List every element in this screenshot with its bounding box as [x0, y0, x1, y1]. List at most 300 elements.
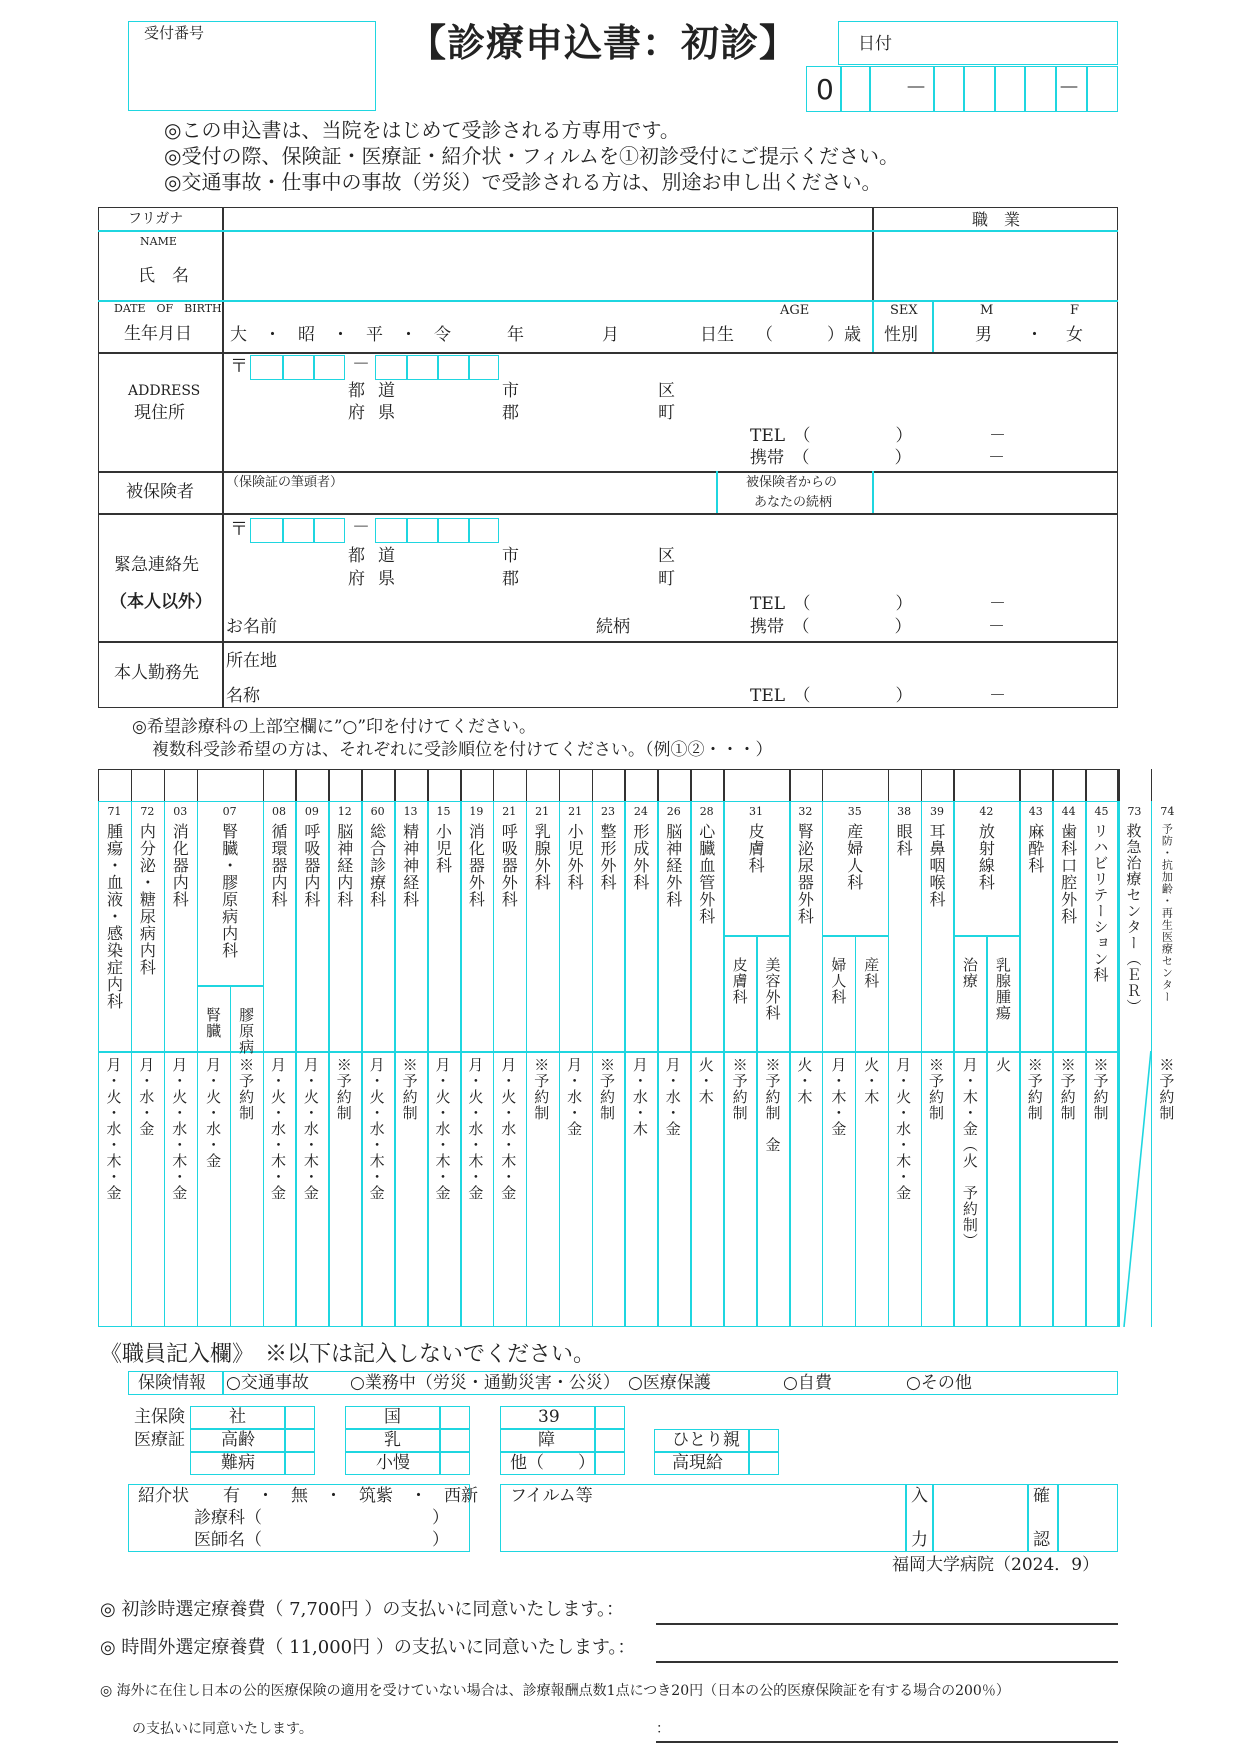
dept-check-divider	[789, 769, 791, 801]
dept-sub-name: 治療	[960, 957, 979, 989]
referral-line[interactable]: 紹介状 有 ・ 無 ・ 筑紫 ・ 西新	[138, 1486, 478, 1506]
option-other[interactable]: ○その他	[906, 1373, 972, 1393]
dept-check-divider	[921, 769, 923, 801]
referral-dept: 診療科（ ）	[194, 1508, 449, 1528]
dept-name: 呼吸器内科	[301, 823, 321, 908]
dept-sub-name: 膠原病	[237, 1007, 256, 1055]
dept-code: 09	[304, 805, 319, 818]
dept-code: 44	[1061, 805, 1076, 818]
dept-days: ※予約制	[334, 1057, 353, 1121]
male-en-label: M	[980, 303, 994, 318]
emergency-postal-first[interactable]	[250, 518, 345, 543]
dept-days: ※予約制	[1025, 1057, 1044, 1121]
workplace-location-label: 所在地	[226, 651, 277, 671]
notice-1: ◎この申込書は、当院をはじめて受診される方専用です。	[164, 118, 680, 142]
dept-divider	[592, 801, 594, 1327]
dept-code: 28	[699, 805, 714, 818]
dept-check-divider	[1151, 769, 1153, 801]
dept-checkbox-16[interactable]	[657, 769, 690, 801]
dept-name: 皮膚科	[746, 823, 766, 874]
dept-sub-name: 婦人科	[829, 957, 848, 1005]
confirm-label-2: 認	[1033, 1530, 1050, 1550]
dept-name: 消化器内科	[170, 823, 190, 908]
day-born-label: 日生	[700, 325, 734, 345]
dept-name: 麻酔科	[1025, 823, 1045, 874]
dept-code: 26	[666, 805, 681, 818]
name-field[interactable]	[224, 232, 870, 298]
dept-code: 35	[847, 805, 862, 818]
dept-divider	[559, 801, 561, 1327]
dept-checkbox-3[interactable]	[197, 769, 263, 801]
dept-check-divider	[723, 769, 725, 801]
dept-checkbox-18[interactable]	[723, 769, 789, 801]
dept-name: 耳鼻咽喉科	[927, 823, 947, 908]
workplace-label: 本人勤務先	[114, 663, 199, 683]
dept-days: 火・木	[696, 1057, 715, 1105]
dept-checkbox-24[interactable]	[1019, 769, 1052, 801]
dept-code: 08	[271, 805, 286, 818]
dept-check-divider	[1019, 769, 1021, 801]
dept-divider	[657, 801, 659, 1327]
dept-divider	[394, 801, 396, 1327]
dept-name: リハビリテーション科	[1091, 823, 1110, 983]
dept-divider	[624, 801, 626, 1327]
dept-days: ※予約制	[1157, 1057, 1176, 1121]
dept-days: ※予約制	[400, 1057, 419, 1121]
emergency-cho: 町	[658, 569, 675, 589]
date-dash-1: －	[905, 76, 928, 101]
dept-code: 07	[222, 805, 237, 818]
dept-code: 45	[1094, 805, 1109, 818]
dept-checkbox-5[interactable]	[295, 769, 328, 801]
dept-check-divider	[559, 769, 561, 801]
grid3-shou: 障	[538, 1430, 555, 1450]
dept-name: 救急治療センター（ＥＲ）	[1124, 823, 1143, 1015]
address-ken: 県	[378, 403, 395, 423]
dept-checkbox-12[interactable]	[526, 769, 559, 801]
notice-2: ◎受付の際、保険証・医療証・紹介状・フィルムを①初診受付にご提示ください。	[164, 144, 900, 168]
dept-sub-name: 産科	[862, 957, 881, 989]
insured-relation-field[interactable]	[874, 473, 1116, 511]
address-fu: 府	[348, 403, 365, 423]
address-to: 都	[348, 381, 365, 401]
input-label-1: 入	[911, 1486, 928, 1506]
dept-code: 03	[173, 805, 188, 818]
insured-relation-1: 被保険者からの	[746, 475, 838, 490]
dept-checkbox-10[interactable]	[460, 769, 493, 801]
sex-en-label: SEX	[890, 303, 918, 318]
emergency-name-label: お名前	[226, 617, 277, 637]
grid4-hitorioya: ひとり親	[672, 1430, 740, 1450]
dept-checkbox-1[interactable]	[131, 769, 164, 801]
dept-check-divider	[361, 769, 363, 801]
dept-divider	[164, 801, 166, 1327]
dept-code: 12	[337, 805, 352, 818]
dept-check-divider	[1118, 769, 1120, 801]
grid2-kokuho: 国	[384, 1407, 401, 1427]
dept-name: 消化器外科	[466, 823, 486, 908]
dept-days: 月・水・金	[137, 1057, 156, 1137]
grid1-nanbyou: 難病	[221, 1453, 255, 1473]
emergency-ken: 県	[378, 569, 395, 589]
dept-sub-days: 月・火・水・金	[204, 1057, 223, 1169]
page-title: 【診療申込書：初診】	[408, 20, 799, 65]
dept-sub-days: 火・木	[862, 1057, 881, 1105]
dept-sub-days: 月・木・金（火 予約制）	[960, 1057, 979, 1249]
dept-days: ※予約制	[598, 1057, 616, 1121]
dept-days: ※予約制	[927, 1057, 946, 1121]
postal-dash: －	[352, 354, 370, 375]
sex-dot: ・	[1026, 325, 1043, 345]
dept-checkbox-15[interactable]	[624, 769, 657, 801]
dept-checkbox-28[interactable]	[1151, 769, 1184, 801]
address-ku: 区	[658, 381, 675, 401]
dept-checkbox-19[interactable]	[789, 769, 822, 801]
dept-code: 24	[633, 805, 648, 818]
dept-days: 月・火・水・木・金	[170, 1057, 189, 1201]
dept-name: 歯科口腔外科	[1058, 823, 1078, 925]
dept-divider	[953, 801, 955, 1327]
dept-code: 38	[897, 805, 912, 818]
dept-checkbox-14[interactable]	[592, 769, 625, 801]
dept-checkbox-2[interactable]	[164, 769, 197, 801]
address-tel[interactable]: TEL （ ） －	[750, 426, 1007, 446]
dept-sub-name: 皮膚科	[730, 957, 749, 1005]
male-option[interactable]: 男	[975, 325, 992, 345]
furigana-field[interactable]	[224, 209, 870, 229]
dept-days: 月・火・水・木・金	[894, 1057, 913, 1201]
date-dash-2: －	[1058, 76, 1081, 101]
year-label: 年	[507, 325, 524, 345]
occupation-label: 職 業	[972, 210, 1021, 229]
workplace-name-label: 名称	[226, 686, 260, 706]
dept-days: ※予約制	[1091, 1057, 1110, 1121]
dept-checkbox-20[interactable]	[822, 769, 888, 801]
dept-days: 月・火・水・木・金	[499, 1057, 518, 1201]
dept-name: 整形外科	[598, 823, 617, 891]
dept-divider	[789, 801, 791, 1327]
dept-days: 月・火・水・木・金	[301, 1057, 320, 1201]
dept-days: 月・水・木	[630, 1057, 649, 1137]
dept-name: 総合診療科	[367, 823, 387, 908]
dept-name: 小児科	[433, 823, 453, 874]
dept-check-divider	[592, 769, 594, 801]
emergency-relation-label: 続柄	[596, 617, 630, 637]
dept-days: 月・水・金	[663, 1057, 682, 1137]
dept-code: 21	[568, 805, 583, 818]
dept-check-divider	[1085, 769, 1087, 801]
dept-name: 放射線科	[976, 823, 996, 891]
dept-divider	[822, 801, 824, 1327]
dept-sub-divider-v	[855, 935, 857, 1327]
dept-checkbox-9[interactable]	[427, 769, 460, 801]
address-cho: 町	[658, 403, 675, 423]
era-options[interactable]: 大 ・ 昭 ・ 平 ・ 令	[230, 325, 451, 345]
dept-sub-name: 乳腺腫瘍	[993, 957, 1012, 1021]
dept-checkbox-22[interactable]	[921, 769, 954, 801]
age-close: ）歳	[827, 325, 861, 345]
dept-sub-days: ※予約制	[237, 1057, 256, 1121]
dept-code: 73	[1127, 805, 1142, 818]
dept-check-divider	[822, 769, 824, 801]
referral-doctor: 医師名（ ）	[194, 1530, 449, 1550]
dept-divider	[888, 801, 890, 1327]
dept-code: 39	[930, 805, 945, 818]
dept-checkbox-0[interactable]	[98, 769, 131, 801]
er-diagonal-line	[1124, 1051, 1151, 1327]
dept-notice-2: 複数科受診希望の方は、それぞれに受診順位を付けてください。（例①②・・・）	[152, 740, 773, 760]
age-open: （	[756, 325, 773, 345]
dept-divider	[460, 801, 462, 1327]
dept-checkbox-11[interactable]	[493, 769, 526, 801]
dept-check-divider	[888, 769, 890, 801]
dept-sub-divider-v	[230, 985, 232, 1327]
address-mobile[interactable]: 携帯 （ ） －	[750, 448, 1005, 468]
dept-sub-days: ※予約制 金	[763, 1057, 782, 1153]
grid2-nyu: 乳	[384, 1430, 401, 1450]
dept-divider	[921, 801, 923, 1327]
dept-days: ※予約制	[532, 1057, 551, 1121]
dept-name: 心臓血管外科	[696, 823, 716, 925]
dept-code: 21	[535, 805, 550, 818]
dept-code: 13	[403, 805, 418, 818]
emergency-shi: 市	[502, 546, 519, 566]
input-label-2: 力	[911, 1530, 928, 1550]
hospital-name: 福岡大学病院（2024．9）	[892, 1555, 1100, 1575]
emergency-postal-mark: 〒	[230, 519, 248, 540]
dept-name: 乳腺外科	[532, 823, 552, 891]
er-diagonal	[1118, 1051, 1151, 1327]
dept-divider	[361, 801, 363, 1327]
grid4-kougenkyu: 高現給	[672, 1453, 723, 1473]
dept-checkbox-26[interactable]	[1085, 769, 1118, 801]
sex-jp-label: 性別	[884, 325, 918, 345]
dept-check-divider	[197, 769, 199, 801]
dept-check-divider	[657, 769, 659, 801]
dept-code: 60	[370, 805, 385, 818]
confirm-label-1: 確	[1033, 1486, 1050, 1506]
dept-checkbox-8[interactable]	[394, 769, 427, 801]
name-en-label: NAME	[140, 235, 177, 248]
dept-checkbox-17[interactable]	[690, 769, 723, 801]
dept-check-divider	[164, 769, 166, 801]
dept-check-divider	[263, 769, 265, 801]
dept-sub-name: 美容外科	[763, 957, 782, 1021]
dept-code: 32	[798, 805, 813, 818]
dept-name: 呼吸器外科	[499, 823, 519, 908]
dept-name: 予防・抗加齢・再生医療センター	[1160, 823, 1174, 1003]
dept-code: 74	[1160, 805, 1175, 818]
consent-overseas-text-2: の支払いに同意いたします。	[132, 1721, 313, 1737]
dept-divider	[295, 801, 297, 1327]
dept-divider	[690, 801, 692, 1327]
dept-code: 71	[107, 805, 122, 818]
consent-initial-fee: ◎ 初診時選定療養費（ 7,700円 ）の支払いに同意いたします。：	[100, 1599, 624, 1620]
dept-code: 15	[436, 805, 451, 818]
dept-days: 月・火・水・木・金	[367, 1057, 386, 1201]
dept-sub-divider-v	[986, 935, 988, 1327]
dept-check-divider	[295, 769, 297, 801]
dept-sub-days: ※予約制	[730, 1057, 749, 1121]
dept-checkbox-4[interactable]	[263, 769, 296, 801]
grid3-39: 39	[538, 1407, 560, 1427]
grid1-shakai: 社	[229, 1407, 246, 1427]
month-label: 月	[602, 325, 619, 345]
dob-en-label: DATE OF BIRTH	[114, 302, 222, 315]
postal-mark: 〒	[230, 356, 248, 377]
insured-relation-2: あなたの続柄	[754, 495, 833, 510]
dept-check-divider	[427, 769, 429, 801]
dept-days: 月・火・水・木・金	[466, 1057, 485, 1201]
staff-heading: 《職員記入欄》 ※以下は記入しないでください。	[100, 1342, 596, 1367]
consent-after-hours-fee: ◎ 時間外選定療養費（ 11,000円 ）の支払いに同意いたします。：	[100, 1637, 636, 1658]
consent-initial-signature-line[interactable]	[656, 1623, 1118, 1625]
option-self-pay[interactable]: ○自費	[783, 1373, 832, 1393]
dept-notice-1: ◎希望診療科の上部空欄に”○”印を付けてください。	[132, 717, 537, 737]
option-work[interactable]: ○業務中（労災・通勤災害・公災）	[350, 1373, 620, 1393]
dept-code: 19	[469, 805, 484, 818]
emergency-mobile[interactable]: 携帯 （ ） －	[750, 617, 1005, 637]
dept-days: 月・火・水・木・金	[433, 1057, 452, 1201]
dept-sub-divider-v	[756, 935, 758, 1327]
emergency-dou: 道	[378, 546, 395, 566]
dept-code: 42	[979, 805, 994, 818]
emergency-to: 都	[348, 546, 365, 566]
consent-overseas-colon: ：	[656, 1721, 670, 1737]
consent-overseas-signature-line[interactable]	[656, 1741, 1118, 1743]
dept-code: 43	[1028, 805, 1043, 818]
dob-jp-label: 生年月日	[124, 324, 192, 344]
dept-code: 72	[140, 805, 155, 818]
dept-divider	[1151, 801, 1153, 1327]
dept-sub-days: 火	[993, 1057, 1012, 1073]
dept-checkbox-6[interactable]	[328, 769, 361, 801]
dept-sub-name: 腎臓	[204, 1007, 223, 1039]
emergency-label-sub: （本人以外）	[110, 592, 212, 612]
option-traffic[interactable]: ○交通事故	[226, 1373, 309, 1393]
dept-code: 31	[749, 805, 764, 818]
insured-name-field[interactable]	[224, 490, 714, 512]
dept-divider	[493, 801, 495, 1327]
dept-name: 眼科	[894, 823, 914, 857]
name-jp-label: 氏 名	[138, 266, 189, 286]
emergency-fu: 府	[348, 569, 365, 589]
grid1-koureisha: 高齢	[221, 1430, 255, 1450]
dept-sub-days: 月・木・金	[829, 1057, 848, 1137]
medical-cert-label: 医療証	[134, 1430, 185, 1450]
dept-check-divider	[460, 769, 462, 801]
dept-check-divider	[394, 769, 396, 801]
dept-days: 月・火・水・木・金	[268, 1057, 287, 1201]
dept-divider	[526, 801, 528, 1327]
emergency-ku: 区	[658, 546, 675, 566]
dept-name: 腫瘍・血液・感染症内科	[104, 823, 124, 1010]
grid2-shoman: 小慢	[376, 1453, 410, 1473]
date-label: 日付	[858, 34, 892, 54]
date-prefix: 0	[816, 73, 834, 106]
dept-checkbox-27[interactable]	[1118, 769, 1151, 801]
dept-check-divider	[1052, 769, 1054, 801]
dept-name: 脳神経外科	[663, 823, 683, 908]
dept-code: 21	[502, 805, 517, 818]
dept-divider	[197, 801, 199, 1327]
dept-divider	[328, 801, 330, 1327]
female-en-label: F	[1070, 303, 1080, 318]
occupation-field[interactable]	[874, 232, 1116, 298]
dept-days: 月・火・水・木・金	[104, 1057, 123, 1201]
dept-checkbox-23[interactable]	[953, 769, 1019, 801]
option-medical-protection[interactable]: ○医療保護	[628, 1373, 711, 1393]
dept-check-divider	[493, 769, 495, 801]
dept-name: 形成外科	[630, 823, 650, 891]
dept-name: 精神神経科	[400, 823, 420, 908]
dept-checkbox-21[interactable]	[888, 769, 921, 801]
dept-days: 月・水・金	[565, 1057, 584, 1137]
postal-code-first[interactable]	[250, 355, 345, 380]
dept-name: 腎泌尿器外科	[795, 823, 815, 925]
dept-days: 火・木	[795, 1057, 814, 1105]
dept-name: 産婦人科	[844, 823, 864, 891]
consent-overseas-text: ◎ 海外に在住し日本の公的医療保険の適用を受けていない場合は、診療報酬点数1点につき20円（日本の公的医療保険証を有する場合の200％）	[100, 1683, 1010, 1699]
dept-checkbox-13[interactable]	[559, 769, 592, 801]
dept-divider	[1085, 801, 1087, 1327]
dept-check-divider	[131, 769, 133, 801]
insurance-info-label: 保険情報	[138, 1373, 206, 1393]
dept-checkbox-7[interactable]	[361, 769, 394, 801]
age-en-label: AGE	[780, 303, 810, 318]
dept-divider	[1052, 801, 1054, 1327]
emergency-label: 緊急連絡先	[114, 555, 199, 575]
emergency-tel[interactable]: TEL （ ） －	[750, 594, 1007, 614]
address-gun: 郡	[502, 403, 519, 423]
dept-name: 腎臓・膠原病内科	[219, 823, 239, 959]
dept-check-divider	[690, 769, 692, 801]
furigana-label: フリガナ	[128, 211, 184, 227]
workplace-tel[interactable]: TEL （ ） －	[750, 686, 1007, 706]
dept-divider	[131, 801, 133, 1327]
dept-checkbox-25[interactable]	[1052, 769, 1085, 801]
address-jp-label: 現住所	[134, 403, 185, 423]
reception-number-label: 受付番号	[144, 24, 205, 42]
dept-code: 23	[600, 805, 615, 818]
female-option[interactable]: 女	[1066, 325, 1083, 345]
dept-divider	[1019, 801, 1021, 1327]
main-insurance-label: 主保険	[134, 1407, 185, 1427]
address-shi: 市	[502, 381, 519, 401]
dept-name: 内分泌・糖尿病内科	[137, 823, 157, 976]
dept-name: 循環器内科	[268, 823, 288, 908]
dept-days: ※予約制	[1058, 1057, 1077, 1121]
consent-after-hours-signature-line[interactable]	[656, 1661, 1118, 1663]
notice-3: ◎交通事故・仕事中の事故（労災）で受診される方は、別途お申し出ください。	[164, 170, 882, 194]
dept-divider	[427, 801, 429, 1327]
dept-name: 脳神経内科	[334, 823, 354, 908]
dept-divider	[723, 801, 725, 1327]
dept-check-divider	[624, 769, 626, 801]
film-label: フイルム等	[510, 1486, 593, 1506]
dept-check-divider	[328, 769, 330, 801]
address-en-label: ADDRESS	[128, 383, 201, 399]
dept-divider	[263, 801, 265, 1327]
emergency-gun: 郡	[502, 569, 519, 589]
dept-check-divider	[953, 769, 955, 801]
grid3-other: 他（ ）	[510, 1453, 595, 1473]
emergency-postal-dash: －	[352, 517, 370, 538]
insured-label: 被保険者	[126, 482, 194, 502]
address-dou: 道	[378, 381, 395, 401]
dept-check-divider	[526, 769, 528, 801]
insured-note: （保険証の筆頭者）	[226, 475, 344, 490]
